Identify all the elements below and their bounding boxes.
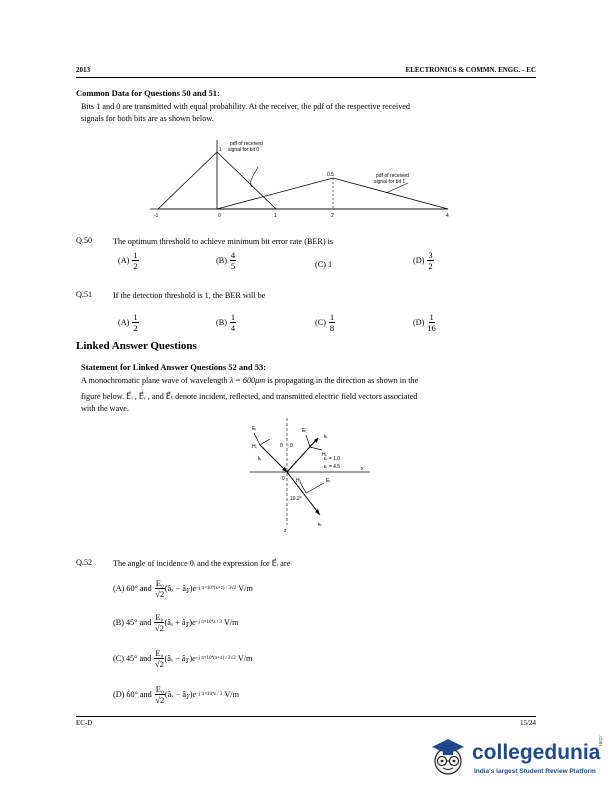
linked-line3: with the wave. <box>81 404 129 413</box>
unit-vector-expr: (âₓ − â𝓏) <box>164 689 193 699</box>
unit-vector-expr: (âₓ − â𝓏) <box>164 653 193 663</box>
numerator: 1 <box>133 312 138 322</box>
pdf-peak0-label: 1 <box>219 147 222 153</box>
q51-option-d <box>413 312 436 333</box>
header-rule <box>76 77 536 78</box>
linked-title: Linked Answer Questions <box>76 340 197 352</box>
et-label: Eₜ <box>326 478 331 484</box>
denominator: √2 <box>155 695 165 705</box>
q52-number: Q.52 <box>76 558 93 567</box>
fraction <box>230 312 236 333</box>
q50-option-d <box>413 250 434 271</box>
numerator: E₀ <box>155 612 164 622</box>
option-label: (A) <box>118 256 130 265</box>
exp-base: e <box>192 654 196 663</box>
unit: V/m <box>223 618 239 627</box>
fraction <box>155 684 165 705</box>
exponent: −j π×10⁴z / 3 <box>195 620 222 625</box>
common-data-title: Common Data for Questions 50 and 51: <box>76 88 220 98</box>
pdf-bit0-label-1: pdf of received <box>230 141 263 147</box>
er-vector <box>306 435 310 447</box>
q50-option-b <box>216 250 236 271</box>
numerator: E₀ <box>155 684 164 694</box>
pdf-diagram <box>140 135 460 225</box>
pdf-tick-label: -1 <box>154 213 159 219</box>
eps1-label: εᵣ = 1.0 <box>324 456 341 462</box>
pdf-tick-label: 2 <box>331 213 334 219</box>
unit: V/m <box>224 690 239 699</box>
numerator: 3 <box>428 250 433 260</box>
unit: V/m <box>238 584 253 593</box>
origin-label: 0 <box>282 476 285 482</box>
transmitted-ray <box>287 472 320 515</box>
numerator: E₀ <box>155 648 164 658</box>
denominator: 2 <box>428 261 433 271</box>
denominator: 2 <box>133 323 138 333</box>
student-avatar-icon <box>426 735 470 779</box>
linked-line2: figure below. E⃗ᵢ , E⃗ᵣ , and E⃗ₜ denote incident, reflected, and transmitted electric field vectors associated <box>81 392 418 401</box>
pdf-bit0-label-2: signal for bit 0 <box>228 147 260 153</box>
q52-option-a <box>113 578 253 599</box>
footer-rule <box>76 716 536 717</box>
fraction <box>154 648 164 669</box>
and-text: and <box>139 584 152 593</box>
common-text-line1: Bits 1 and 0 are transmitted with equal probability. At the receiver, the pdf of the respective received <box>81 102 411 111</box>
pdf-tick-label: 0 <box>218 213 221 219</box>
pdf-bit0-pointer <box>251 167 258 187</box>
brand-name: collegedunia <box>472 741 601 764</box>
denominator: 5 <box>230 261 236 271</box>
fraction <box>230 250 236 271</box>
fraction <box>329 312 335 333</box>
option-label: (C) 45° <box>113 654 138 663</box>
numerator: 1 <box>133 250 138 260</box>
option-label: (D) <box>413 318 425 327</box>
q50-option-a <box>118 250 139 271</box>
numerator: E₀ <box>155 578 164 588</box>
brand-mark: .com <box>597 735 603 746</box>
option-label: (B) <box>216 256 227 265</box>
exp-base: e <box>192 584 197 593</box>
denominator: 4 <box>230 323 236 333</box>
ht-label: Hₜ <box>296 478 302 484</box>
incident-ray <box>260 445 287 472</box>
q52-option-d <box>113 684 239 705</box>
footer-left: EC-D <box>76 719 93 727</box>
fraction <box>154 612 164 633</box>
q52-option-c <box>113 648 252 669</box>
hi-label: Hᵢ <box>252 444 257 450</box>
denominator: 8 <box>329 323 335 333</box>
fraction <box>427 312 436 333</box>
linked-line1-a: A monochromatic plane wave of wavelength <box>81 376 228 385</box>
denominator: √2 <box>155 589 165 599</box>
theta-i-label: θ <box>280 443 283 449</box>
exponent: −j π×10⁴(x+z) / 3√2 <box>195 656 236 661</box>
numerator: 1 <box>429 312 434 322</box>
q52-option-b <box>113 612 239 633</box>
unit-vector-expr: (âₓ + â𝓏) <box>164 617 193 627</box>
exponent: −j π×10⁴(x+z) / 3√2 <box>196 586 237 591</box>
q51-number: Q.51 <box>76 290 93 299</box>
eps2-label: εᵣ = 4.5 <box>324 464 341 470</box>
and-text: and <box>139 654 152 663</box>
denominator: √2 <box>154 659 164 669</box>
option-label: (C) <box>315 318 326 327</box>
x-axis-label: x <box>361 466 364 472</box>
hr-vector <box>310 447 322 450</box>
fraction <box>132 312 138 333</box>
wave-diagram <box>230 410 380 535</box>
pdf-tick-label: 4 <box>446 213 449 219</box>
unit-vector-expr: (âₓ − â𝓏) <box>164 583 193 593</box>
option-label: (A) 60° <box>113 584 138 593</box>
denominator: √2 <box>154 623 164 633</box>
z-axis-label: z <box>284 528 287 534</box>
option-label: (D) <box>413 256 425 265</box>
common-data-text <box>81 101 536 125</box>
q51-option-a <box>118 312 139 333</box>
linked-statement <box>81 375 536 415</box>
pdf-tick-label: 1 <box>274 213 277 219</box>
unit: V/m <box>237 654 253 663</box>
exp-base: e <box>192 690 197 699</box>
q50-option-c <box>315 260 332 269</box>
fraction <box>427 250 433 271</box>
denominator: 16 <box>427 323 436 333</box>
pdf-peak1-label: 0.5 <box>327 172 334 178</box>
pdf-bit1-label-2: signal for bit 1 <box>374 179 406 185</box>
q52-text: The angle of incidence θᵢ and the expression for E⃗ᵢ are <box>113 559 291 568</box>
and-text: and <box>139 690 152 699</box>
option-label: (C) 1 <box>315 260 333 269</box>
er-label: Eᵣ <box>302 428 307 434</box>
q50-number: Q.50 <box>76 236 93 245</box>
q51-option-c <box>315 312 335 333</box>
exp-base: e <box>192 618 196 627</box>
brand-tagline: India's largest Student Review Platform <box>474 768 596 775</box>
linked-line1-b: is propagating in the direction as shown in the <box>267 376 419 385</box>
q51-text: If the detection threshold is 1, the BER will be <box>113 291 266 300</box>
option-label: (B) 45° <box>113 618 138 627</box>
linked-line1 <box>81 375 536 387</box>
hi-vector <box>260 439 270 445</box>
footer-right: 15/24 <box>520 719 536 727</box>
pdf-bit1-label-1: pdf of received <box>376 173 409 179</box>
option-label: (B) <box>216 318 227 327</box>
fraction <box>155 578 165 599</box>
pdf-bit1-triangle <box>217 178 448 209</box>
numerator: 1 <box>230 312 236 322</box>
header-subject: ELECTRONICS & COMMN. ENGG. - EC <box>405 66 536 74</box>
ei-label: Eᵢ <box>252 426 257 432</box>
linked-statement-title: Statement for Linked Answer Questions 52 and 53: <box>81 362 267 372</box>
kr-label: kᵣ <box>324 434 328 440</box>
q50-text: The optimum threshold to achieve minimum bit error rate (BER) is <box>113 237 334 246</box>
and-text: and <box>139 618 152 627</box>
common-text-line2: signals for both bits are as shown below. <box>81 114 214 123</box>
kt-label: kₜ <box>318 522 322 528</box>
fraction <box>132 250 138 271</box>
hr-label: Hᵣ <box>322 452 327 458</box>
numerator: 1 <box>329 312 335 322</box>
denominator: 2 <box>133 261 138 271</box>
q51-option-b <box>216 312 236 333</box>
angle-label: 19.2° <box>290 496 302 502</box>
numerator: 4 <box>230 250 236 260</box>
header-year: 2013 <box>76 66 90 74</box>
wavelength: λ = 600μm <box>229 376 266 385</box>
option-label: (D) 60° <box>113 690 138 699</box>
option-label: (A) <box>118 318 130 327</box>
ki-label: kᵢ <box>258 456 262 462</box>
et-vector <box>306 483 324 493</box>
theta-r-label: θ <box>290 443 293 449</box>
exponent: −j π×10⁴z / 3 <box>196 692 223 697</box>
